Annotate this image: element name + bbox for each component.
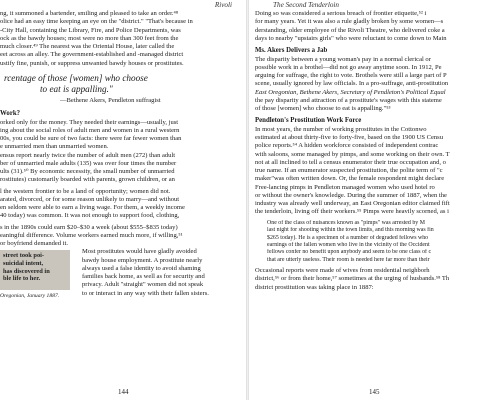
text-line: the pay disparity and attraction of a prostitute's wages with this stateme <box>255 96 442 104</box>
text-line: of those [women] who choose to eat is appalling."⁵³ <box>255 105 391 113</box>
left-wage-paragraph <box>0 224 238 249</box>
text-line: orked only for the money. They needed their earnings—usually, just <box>0 118 179 126</box>
text-line: maker"was often written down. Or, the female respondent might declare <box>255 175 445 183</box>
clipping-line: suicidal intent, <box>3 259 44 267</box>
text-line: industry was already well underway, an East Oregonian editor claimed fift <box>255 200 450 208</box>
text-line: privacy. Adult "straight" women did not speak <box>82 281 204 289</box>
pull-quote-line: to eat is appalling." <box>40 83 113 94</box>
quote-line: $265 today). He is a specimen of a number of degraded fellows who <box>267 234 429 241</box>
text-line: district prostitution was taking place in 1887: <box>255 283 374 291</box>
pull-quote <box>4 73 238 95</box>
text-line: ock as the bawdy houses; most were no more than 300 feet from the <box>0 34 179 42</box>
quote-line: One of the class of nuisances known as "pimps" was arrested by M <box>267 219 425 226</box>
quote-line: fellows confer no benefit upon anybody and seem to be one class of c <box>267 249 432 256</box>
text-line: the tenderloin, living off their workers.⁵⁵ Pimps were heavily scorned, as i <box>255 208 449 216</box>
left-page <box>0 0 246 400</box>
text-line: Doing so was considered a serious breach of frontier etiquette,⁵² i <box>255 10 427 17</box>
pull-quote-attribution: —Bethene Akers, Pendleton suffragist <box>60 96 161 104</box>
text-line: eet across an alley. The government-established and -managed district <box>0 51 184 59</box>
text-line: In most years, the number of working prostitutes in the Cottonwo <box>255 125 427 133</box>
text-line: scene, usually ignored by law officials. In a pro-suffrage, anti-prostitution <box>255 80 449 88</box>
quote-line: that are utterly useless. Their room is needed here far more than their <box>267 256 430 263</box>
right-page <box>249 0 495 400</box>
text-line: ber of unmarried male adults (135) was over four times the number <box>0 159 177 167</box>
left-body <box>0 10 238 332</box>
text-line: arguing for suffrage, the right to vote. Brothels were still a large part of P <box>255 72 447 80</box>
text-line: much closer.⁴⁹ The nearest was the Oriental House, later called the <box>0 43 175 50</box>
text-line: district,⁵⁶ or from their home,⁵⁷ sometimes at the urging of husbands.⁵⁸ Th <box>255 275 450 283</box>
text-line: to or interact in any way with their fallen sisters. <box>82 289 209 297</box>
text-line: police reports.⁵⁴ A hidden workforce consisted of independent contrac <box>255 142 439 150</box>
text-line: e unmarried men than unmarried women. <box>0 143 109 151</box>
text-line: for many years. Yet it was also a rule gladly broken by some women—s <box>255 18 444 26</box>
section-heading: Ms. Akers Delivers a Jab <box>255 47 328 54</box>
text-line: ustify fine, punish, or suppress unwanted bawdy houses or prostitutes. <box>0 59 184 67</box>
running-header-right: The Second Tenderloin <box>273 1 340 9</box>
text-line: en seldom were able to earn a living wage. For them, a weekly income <box>0 204 185 212</box>
quote-line: earnings of the fallen women who live in the vicinity of the Occident <box>267 241 430 248</box>
left-mid-paragraphs <box>0 119 238 221</box>
text-line: always used a false identity to avoid shaming <box>82 264 201 272</box>
right-section2-paragraphs <box>255 126 495 217</box>
text-line: ults (31).⁵⁰ By economic necessity, the small number of unmarried <box>0 168 175 176</box>
text-line: Most prostitutes would have gladly avoided <box>82 248 197 256</box>
text-line: ng, it summoned a bartender, smiling and pleased to take an order.⁴⁸ <box>0 10 179 17</box>
text-line: -City Hall, containing the Library, Fire, and Police Departments, was <box>0 26 181 34</box>
left-top-paragraph <box>0 10 238 68</box>
running-header-left: Rivoli <box>214 1 232 9</box>
text-line: 40 today) was common. It was not enough to support food, clothing, <box>0 212 180 220</box>
right-closing-paragraph <box>255 267 495 292</box>
text-line: olice had an easy time keeping an eye on the "district." "That's because in <box>0 18 193 26</box>
text-line: ing about the social roles of adult men and women in a rural western <box>0 126 180 134</box>
text-line: true name. If an enumerator suspected prostitution, the polite term of "c <box>255 167 443 175</box>
text-line: bawdy house employment. A prostitute nearly <box>82 256 203 264</box>
page-number-right: 145 <box>369 388 380 396</box>
text-line: l the western frontier to be a land of opportunity; women did not. <box>0 187 171 195</box>
text-line: days to nearby "upstairs girls" who were reluctant to come down to Main <box>255 34 447 42</box>
clipping-line: has discovered in <box>3 267 50 275</box>
text-line: rostitutes) customarily boarded with parents, grown children, or an <box>0 176 175 184</box>
text-line: or without the owner's knowledge. During the summer of 1887, when the <box>255 191 447 199</box>
pull-quote-line: rcentage of those [women] who choose <box>4 72 148 83</box>
text-line: eaningful difference. Volume workers earned much more, if willing,⁵¹ <box>0 231 183 239</box>
text-line: The disparity between a young woman's pay in a normal clerical or <box>255 55 431 63</box>
page-number-left: 144 <box>118 388 129 396</box>
right-body <box>255 10 495 292</box>
newspaper-clipping-image <box>0 250 70 290</box>
text-line: Occasional reports were made of wives from residential neighborh <box>255 267 430 275</box>
text-line: arated, divorced, or for some reason unlikely to marry—and without <box>0 195 180 203</box>
clipping-section <box>0 248 238 332</box>
clipping-line: street took poi- <box>3 252 45 260</box>
block-quote <box>267 220 491 264</box>
text-line: not at all inclined to tell a census enumerator their true occupation and, o <box>255 158 446 166</box>
quote-line: last night for shooting within the town limits, and this morning was fin <box>267 227 434 234</box>
text-line: East Oregonian, Bethene Akers, Secretary of Pendleton's Political Equal <box>255 88 446 96</box>
section-heading: Work? <box>0 110 21 117</box>
text-line: derstanding, older employee of the Rivoli Theatre, who delivered coke a <box>255 26 445 34</box>
text-line: or boyfriend demanded it. <box>0 240 68 248</box>
clipping-adjacent-text <box>82 248 242 298</box>
right-top-paragraph <box>255 10 495 43</box>
section-heading: Pendleton's Prostitution Work Force <box>255 117 362 125</box>
clipping-caption: Oregonian, January 1887. <box>0 293 60 300</box>
text-line: s in the 1890s could earn $20–$30 a week (about $555–$835 today) <box>0 223 178 231</box>
text-line: with saloons, some managed by pimps, and some working on their own. T <box>255 150 450 158</box>
clipping-line: ble life to her. <box>3 275 41 283</box>
text-line: Free-lancing pimps in Pendleton managed women who used hotel ro <box>255 183 435 191</box>
text-line: ensus report nearly twice the number of adult men (272) than adult <box>0 151 176 159</box>
text-line: families back home, as well as for security and <box>82 273 205 281</box>
right-section1-paragraph <box>255 56 495 114</box>
text-line: estimated at about thirty-five to forty-five, based on the 1900 US Censu <box>255 134 443 142</box>
text-line: possible work in a brothel—did not go away anytime soon. In 1912, Pe <box>255 63 442 71</box>
text-line: 00s, you could be sure of two facts: there were far fewer women than <box>0 135 182 143</box>
